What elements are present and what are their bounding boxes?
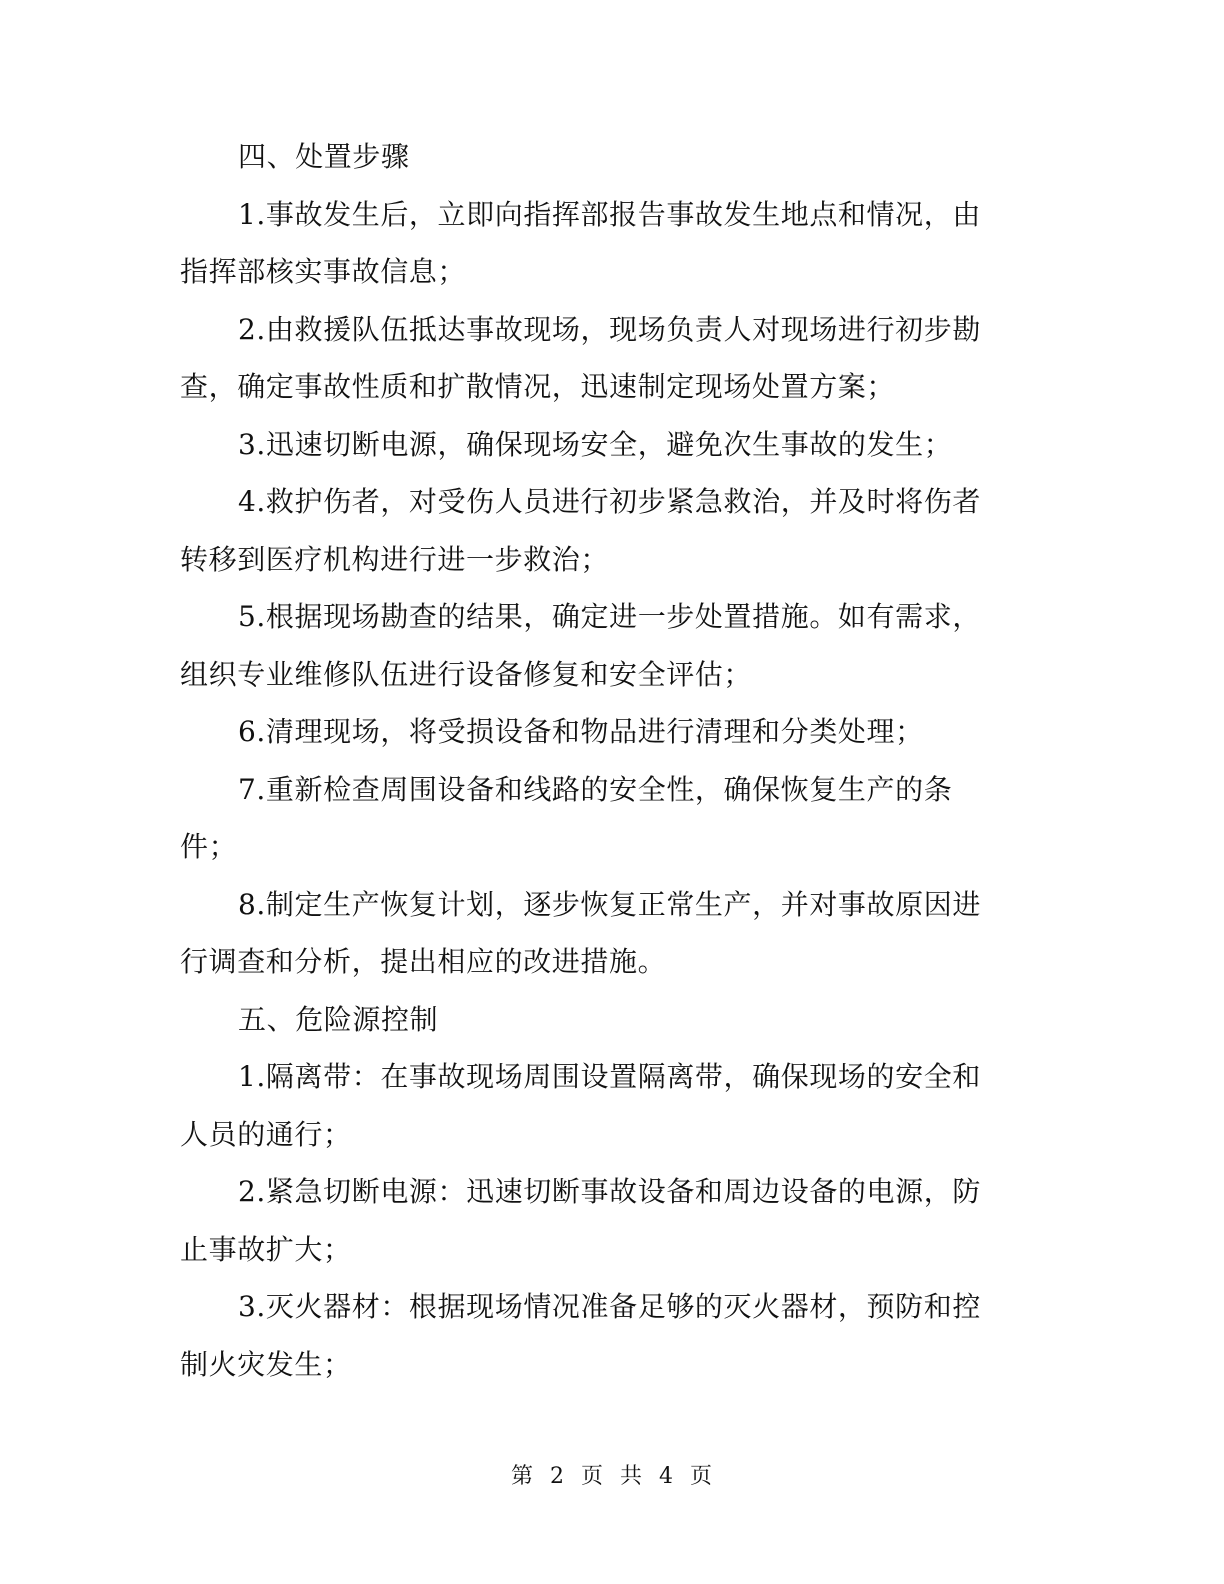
paragraph-line: 指挥部核实事故信息； [180,255,467,288]
paragraph-line: 查，确定事故性质和扩散情况，迅速制定现场处置方案； [180,370,896,403]
paragraph-line: 人员的通行； [180,1117,352,1151]
paragraph-line: 2.由救援队伍抵达事故现场，现场负责人对现场进行初步勘 [238,312,981,346]
paragraph-line: 1.隔离带：在事故现场周围设置隔离带，确保现场的安全和 [238,1060,981,1093]
paragraph-line: 转移到医疗机构进行进一步救治； [180,542,610,576]
paragraph-line: 止事故扩大； [180,1232,352,1266]
paragraph-line: 8.制定生产恢复计划，逐步恢复正常生产，并对事故原因进 [238,887,981,921]
paragraph-line: 5.根据现场勘查的结果，确定进一步处置措施。如有需求， [238,600,981,633]
paragraph-line: 3.迅速切断电源，确保现场安全，避免次生事故的发生； [238,427,953,461]
paragraph-line: 4.救护伤者，对受伤人员进行初步紧急救治，并及时将伤者 [238,485,981,518]
paragraph-line: 3.灭火器材：根据现场情况准备足够的灭火器材，预防和控 [238,1290,981,1323]
paragraph-line: 行调查和分析，提出相应的改进措施。 [180,945,667,978]
document-body [180,128,1015,1393]
paragraph-line: 组织专业维修队伍进行设备修复和安全评估； [180,657,753,691]
section-heading-procedure: 四、处置步骤 [238,140,410,173]
paragraph-line: 制火灾发生； [180,1347,352,1381]
paragraph-line: 2.紧急切断电源：迅速切断事故设备和周边设备的电源，防 [238,1175,981,1208]
section-heading-hazard-control: 五、危险源控制 [238,1002,439,1036]
paragraph-line: 件； [180,830,238,863]
page-footer: 第 2 页 共 4 页 [511,1464,713,1489]
paragraph-line: 6.清理现场，将受损设备和物品进行清理和分类处理； [238,715,924,748]
paragraph-line: 7.重新检查周围设备和线路的安全性，确保恢复生产的条 [238,772,953,806]
paragraph-line: 1.事故发生后，立即向指挥部报告事故发生地点和情况，由 [238,197,981,231]
